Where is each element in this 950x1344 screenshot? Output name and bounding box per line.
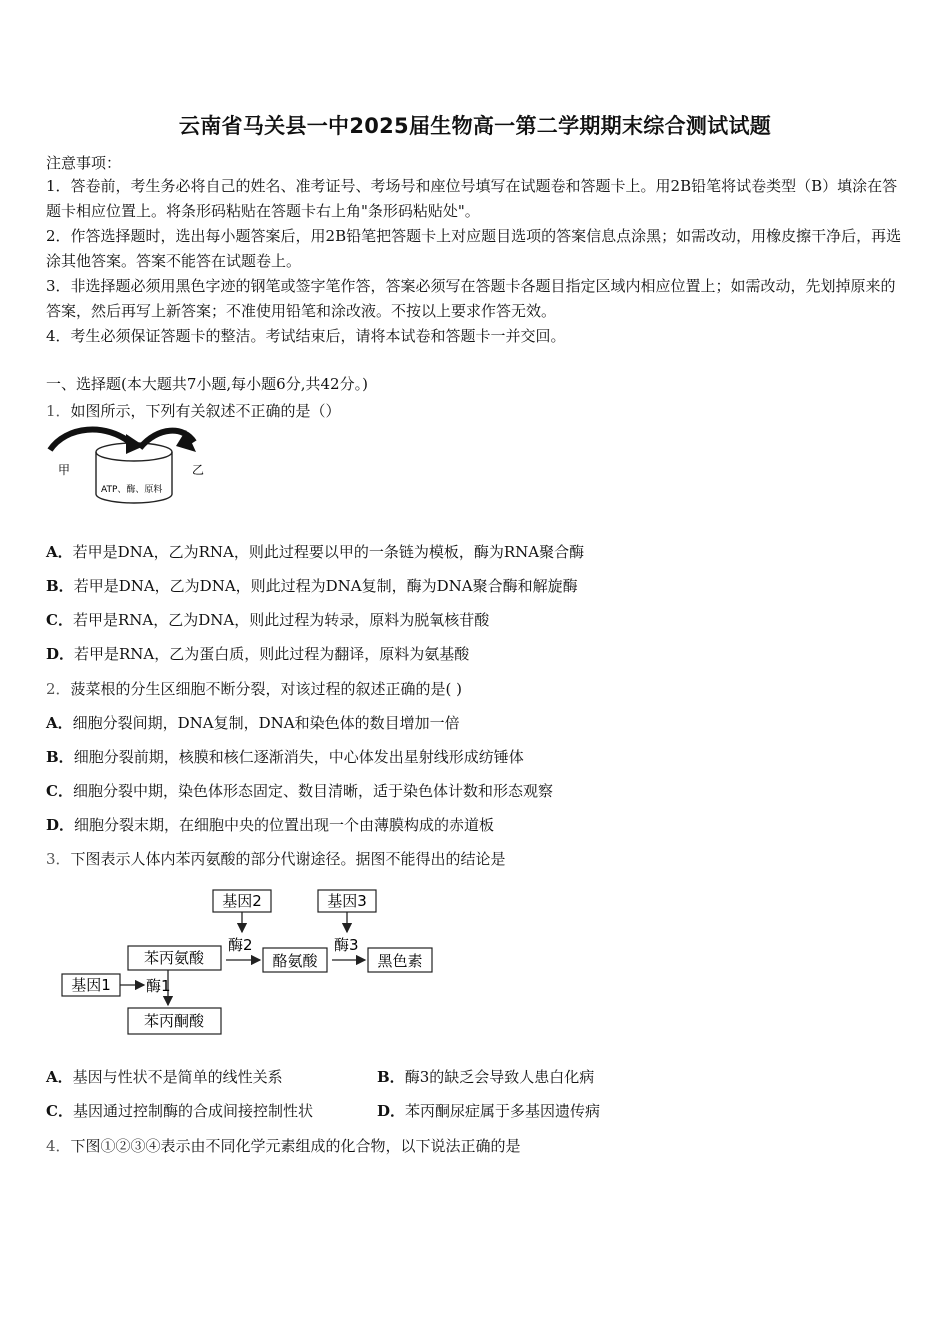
question-number: 4． bbox=[46, 1137, 71, 1155]
label-gene3: 基因3 bbox=[327, 892, 367, 910]
q3-option-a: A．基因与性状不是简单的线性关系 bbox=[46, 1068, 283, 1086]
q3-option-d: D．苯丙酮尿症属于多基因遗传病 bbox=[377, 1102, 601, 1120]
note-item-3: 3．非选择题必须用黑色字迹的钢笔或签字笔作答，答案必须写在答题卡各题目指定区域内相应位置上；如需改动，先划掉原来的答案，然后再写上新答案；不准使用铅笔和涂改液。不按以上要求作答无效。 bbox=[46, 277, 896, 320]
label-melanin: 黑色素 bbox=[377, 952, 423, 970]
q1-option-a: A．若甲是DNA，乙为RNA，则此过程要以甲的一条链为模板，酶为RNA聚合酶 bbox=[46, 543, 585, 561]
label-tyrosine: 酪氨酸 bbox=[272, 952, 318, 970]
label-gene2: 基因2 bbox=[222, 892, 262, 910]
q2-option-c: C．细胞分裂中期，染色体形态固定、数目清晰，适于染色体计数和形态观察 bbox=[46, 782, 553, 800]
question-number: 1． bbox=[46, 402, 71, 420]
q2-option-d: D．细胞分裂末期，在细胞中央的位置出现一个由薄膜构成的赤道板 bbox=[46, 816, 495, 834]
question-stem: 下图表示人体内苯丙氨酸的部分代谢途径。据图不能得出的结论是 bbox=[70, 850, 506, 868]
notes-heading: 注意事项： bbox=[46, 154, 122, 172]
question-stem: 如图所示，下列有关叙述不正确的是（） bbox=[70, 402, 341, 420]
q3-option-c: C．基因通过控制酶的合成间接控制性状 bbox=[46, 1102, 313, 1120]
page-title: 云南省马关县一中2025届生物高一第二学期期末综合测试试题 bbox=[178, 114, 772, 138]
label-enzyme3: 酶3 bbox=[334, 936, 359, 954]
question-1 bbox=[46, 400, 341, 421]
question-4 bbox=[46, 1135, 521, 1156]
label-phenylalanine: 苯丙氨酸 bbox=[143, 949, 205, 967]
q2-option-b: B．细胞分裂前期，核膜和核仁逐渐消失，中心体发出星射线形成纺锤体 bbox=[46, 748, 524, 766]
question-stem: 菠菜根的分生区细胞不断分裂，对该过程的叙述正确的是( ) bbox=[70, 680, 463, 698]
label-yi: 乙 bbox=[192, 463, 205, 477]
q3-metabolism-diagram bbox=[58, 884, 438, 1040]
question-stem: 下图①②③④表示由不同化学元素组成的化合物，以下说法正确的是 bbox=[70, 1137, 521, 1155]
label-phenylpyruvate: 苯丙酮酸 bbox=[143, 1012, 205, 1030]
q2-option-a: A．细胞分裂间期，DNA复制，DNA和染色体的数目增加一倍 bbox=[46, 714, 460, 732]
label-atp-enzyme-material: ATP、酶、原料 bbox=[101, 485, 163, 495]
note-item-2: 2．作答选择题时，选出每小题答案后，用2B铅笔把答题卡上对应题目选项的答案信息点涂黑；如需改动，用橡皮擦干净后，再选涂其他答案。答案不能答在试题卷上。 bbox=[46, 227, 902, 270]
question-number: 2． bbox=[46, 680, 71, 698]
q3-option-b: B．酶3的缺乏会导致人患白化病 bbox=[377, 1068, 595, 1086]
section-heading: 一、选择题(本大题共7小题,每小题6分,共42分。) bbox=[46, 375, 368, 393]
q1-option-c: C．若甲是RNA，乙为DNA，则此过程为转录，原料为脱氧核苷酸 bbox=[46, 611, 490, 629]
label-enzyme1: 酶1 bbox=[146, 977, 171, 995]
label-enzyme2: 酶2 bbox=[228, 936, 253, 954]
label-gene1: 基因1 bbox=[71, 976, 111, 994]
question-2 bbox=[46, 678, 462, 699]
label-jia: 甲 bbox=[58, 463, 71, 477]
question-3 bbox=[46, 848, 506, 869]
q1-option-d: D．若甲是RNA，乙为蛋白质，则此过程为翻译，原料为氨基酸 bbox=[46, 645, 470, 663]
note-item-1: 1．答卷前，考生务必将自己的姓名、准考证号、考场号和座位号填写在试题卷和答题卡上。用2B铅笔将试卷类型（B）填涂在答题卡相应位置上。将条形码粘贴在答题卡右上角"条形码粘贴处"。 bbox=[46, 177, 898, 220]
note-item-4: 4．考生必须保证答题卡的整洁。考试结束后，请将本试卷和答题卡一并交回。 bbox=[46, 327, 566, 345]
q1-process-diagram bbox=[46, 424, 205, 514]
question-number: 3． bbox=[46, 850, 71, 868]
q1-option-b: B．若甲是DNA，乙为DNA，则此过程为DNA复制，酶为DNA聚合酶和解旋酶 bbox=[46, 577, 578, 595]
